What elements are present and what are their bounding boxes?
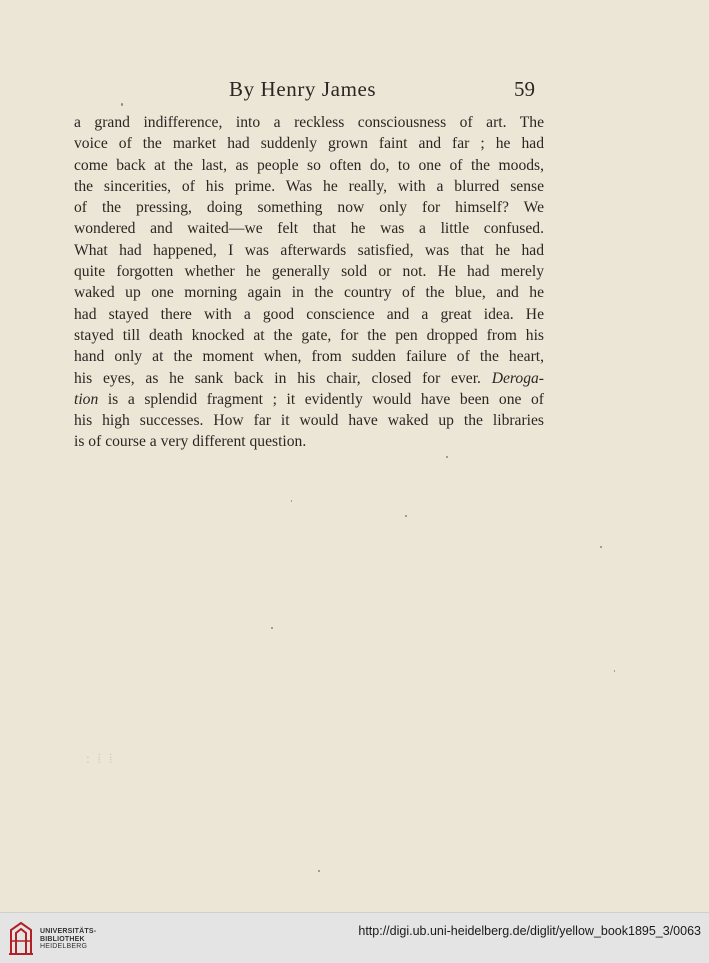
paper-speck (600, 546, 602, 548)
text-line: What had happened, I was afterwards satisfied, was that he had (74, 241, 544, 259)
library-logo-text[interactable] (40, 928, 96, 951)
running-head (0, 77, 709, 107)
text-line: of the pressing, doing something now only for himself? We (74, 199, 544, 217)
paper-speck (291, 500, 292, 502)
library-logo-line: UNIVERSITÄTS- (40, 928, 97, 935)
text-line: hand only at the moment when, from sudden failure of the heart, (74, 348, 544, 366)
italic-title-part: Deroga- (491, 369, 544, 387)
paper-speck (405, 515, 407, 517)
text-line: a grand indifference, into a reckless consciousness of art. The (74, 114, 544, 131)
paper-speck (318, 870, 320, 872)
text-line: wondered and waited—we felt that he was a little confused. (74, 220, 544, 238)
text-line: stayed till death knocked at the gate, for the pen dropped from his (74, 326, 544, 344)
text-line: quite forgotten whether he generally sold or not. He had merely (74, 263, 544, 281)
library-logo-line: HEIDELBERG (40, 943, 88, 950)
digitization-footer (0, 912, 709, 963)
text-line-with-italic (74, 389, 544, 410)
text-line: voice of the market had suddenly grown faint and far ; he had (74, 135, 544, 153)
italic-title-part: tion (74, 390, 99, 408)
paper-speck (614, 670, 615, 672)
paper-speck (446, 456, 448, 458)
text-line: had stayed there with a good conscience and a great idea. He (74, 305, 544, 323)
running-head-title: By Henry James (229, 77, 377, 101)
body-paragraph (74, 112, 544, 453)
faint-show-through-mark: : ⁞ ⁞ (86, 752, 115, 767)
library-logo-line: BIBLIOTHEK (40, 935, 85, 943)
text-line: waked up one morning again in the country of the blue, and he (74, 284, 544, 302)
text-line: his high successes. How far it would have waked up the libraries (74, 412, 544, 430)
heidelberg-library-logo-icon[interactable] (8, 921, 34, 955)
text-line-with-italic (74, 368, 544, 389)
text-line-part: is a splendid fragment ; it evidently would have been one of (107, 390, 544, 408)
text-line-part: his eyes, as he sank back in his chair, closed for ever. (74, 369, 481, 387)
page-number: 59 (514, 77, 535, 101)
text-line: the sincerities, of his prime. Was he really, with a blurred sense (74, 177, 544, 195)
text-line: come back at the last, as people so often do, to one of the moods, (74, 156, 544, 174)
permalink-url[interactable]: http://digi.ub.uni-heidelberg.de/diglit/yellow_book1895_3/0063 (358, 924, 701, 938)
text-line: is of course a very different question. (74, 433, 307, 451)
paper-speck (271, 627, 273, 629)
paper-speck (121, 103, 123, 106)
